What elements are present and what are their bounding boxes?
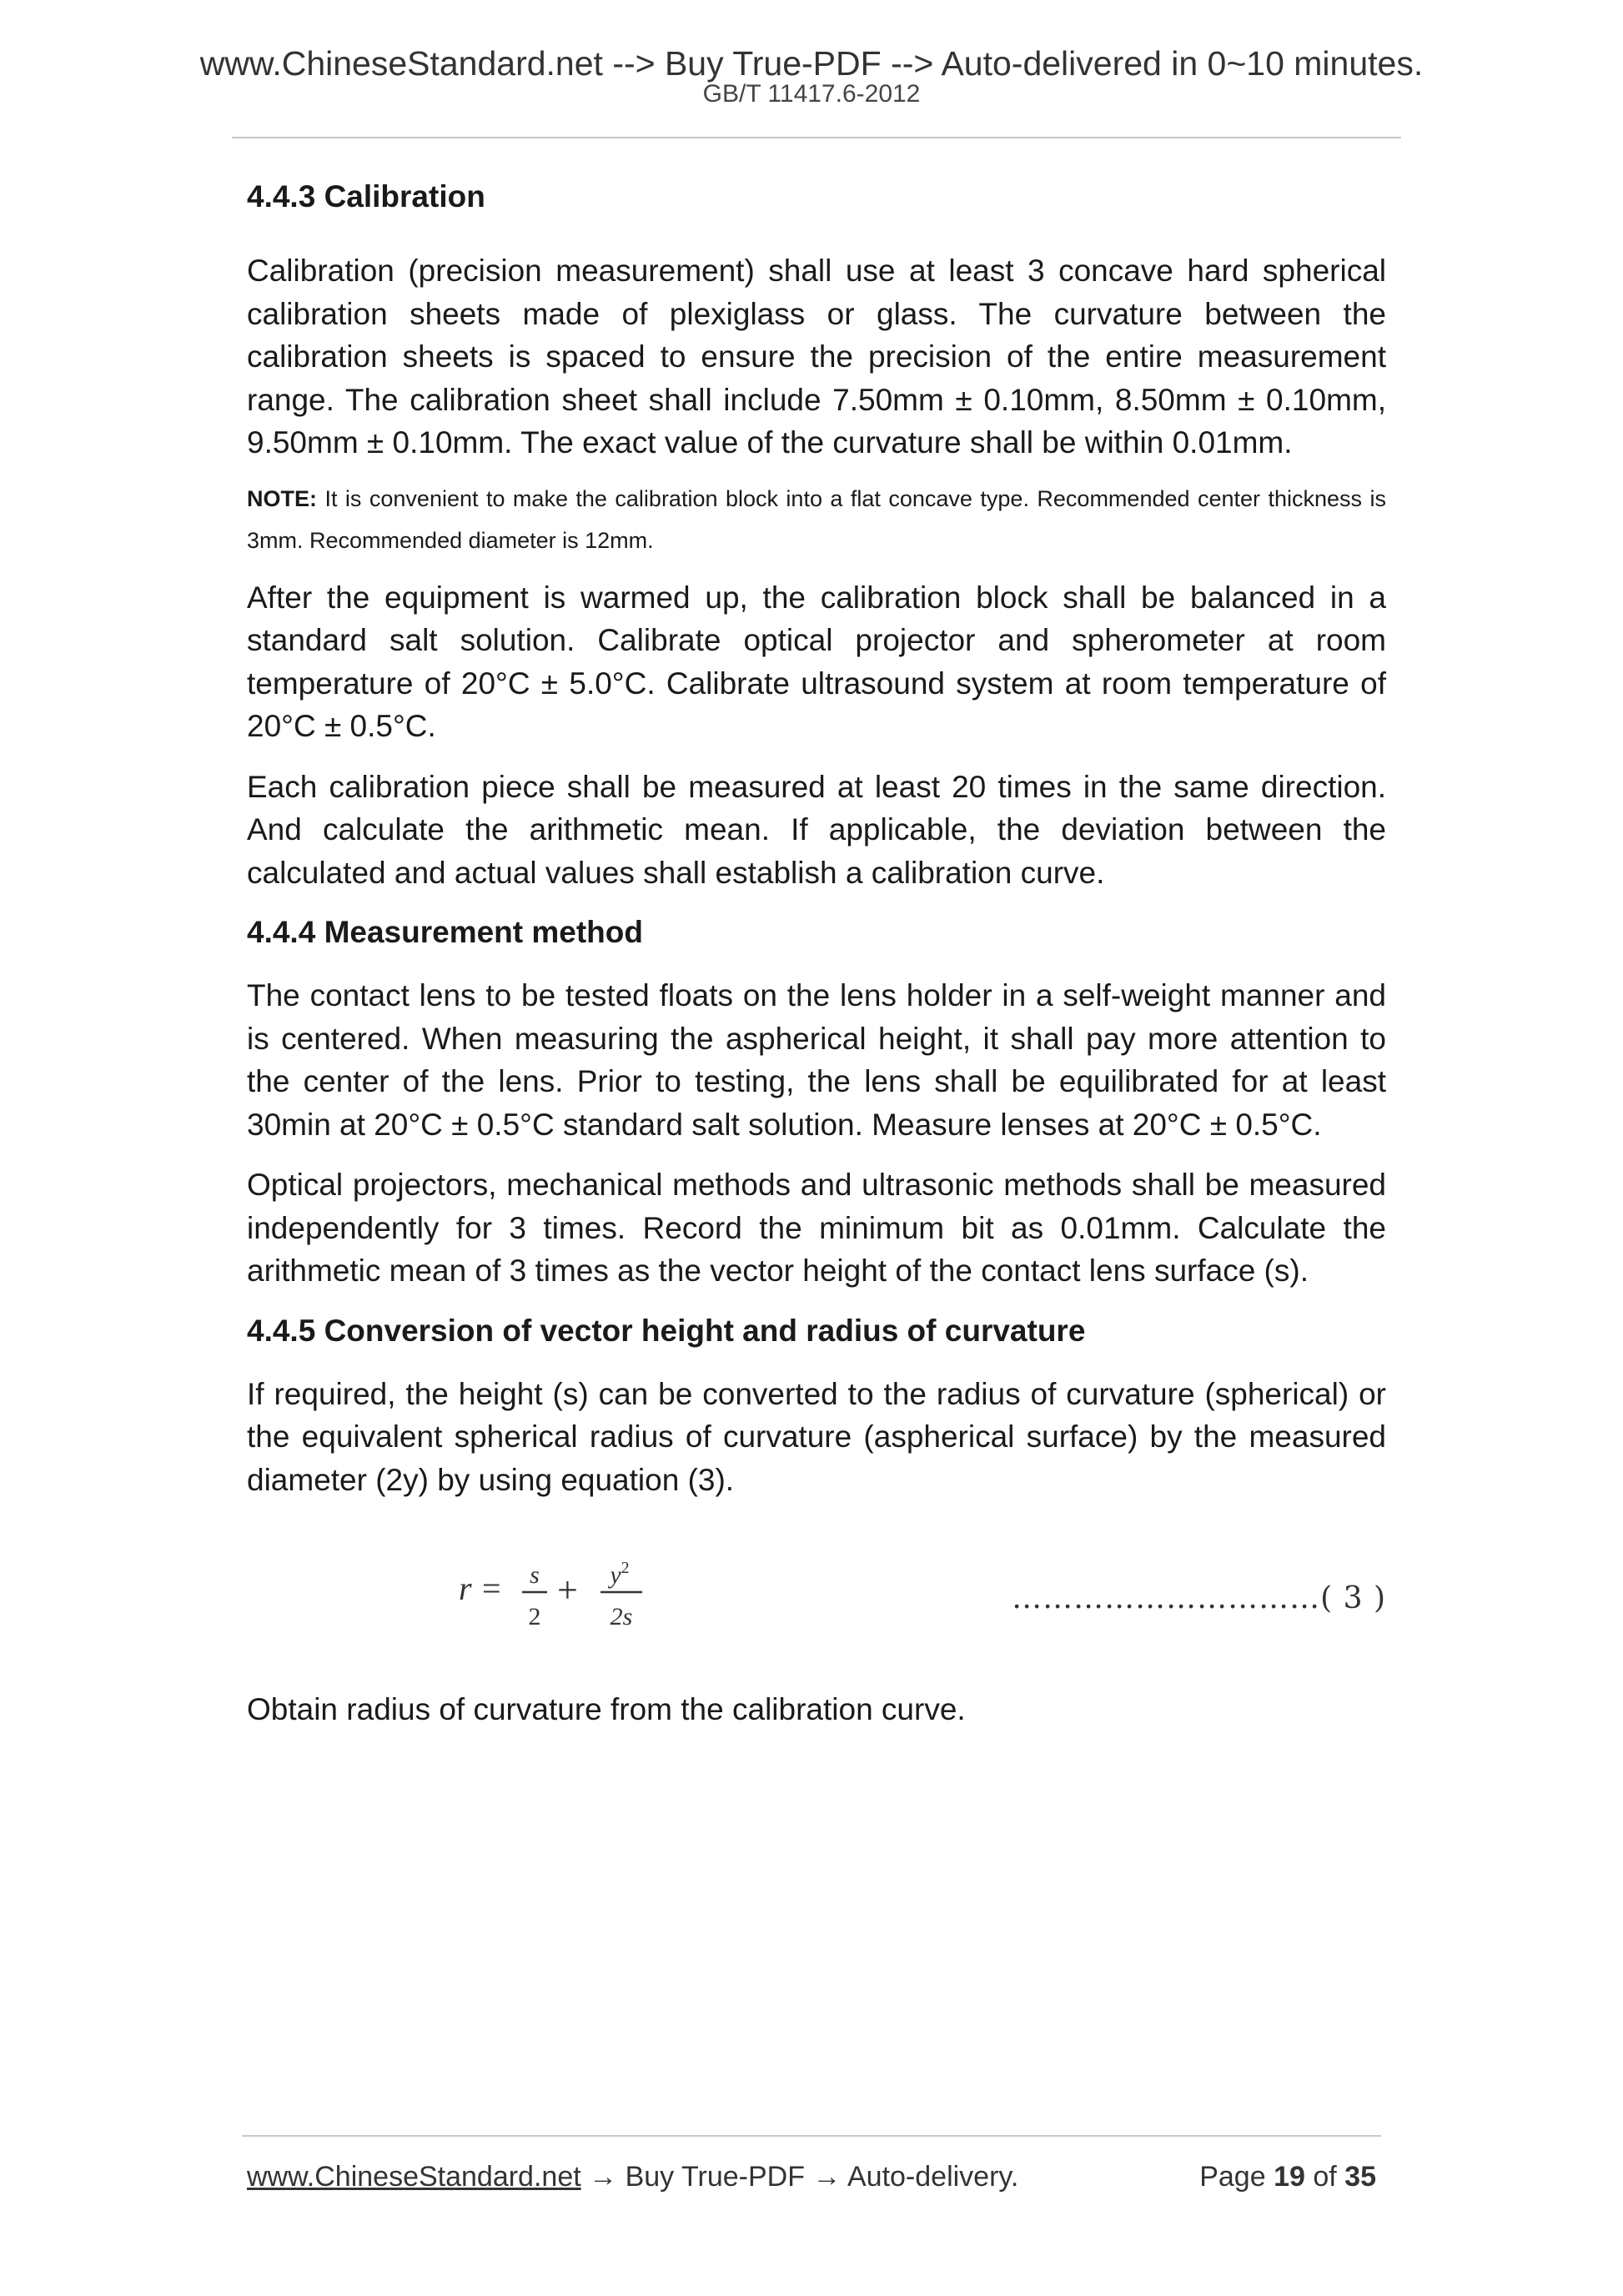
header-banner: www.ChineseStandard.net --> Buy True-PDF --> Auto-delivered in 0~10 minutes.	[199, 44, 1424, 83]
eq-numerator-2-exp: 2	[621, 1559, 630, 1577]
heading-conversion: 4.4.5 Conversion of vector height and radius of curvature	[247, 1313, 1086, 1348]
page-label: Page	[1199, 2161, 1266, 2193]
heading-measurement-method: 4.4.4 Measurement method	[247, 915, 643, 949]
footer-text: → Buy True-PDF → Auto-delivery.	[580, 2161, 1019, 2193]
footer-divider	[242, 2135, 1381, 2137]
eq-number: ( 3 )	[1320, 1581, 1386, 1615]
paragraph-conversion-2: Obtain radius of curvature from the calibration curve.	[247, 1692, 966, 1726]
eq-lhs: r	[459, 1570, 472, 1607]
eq-dots: …………………………	[1012, 1581, 1321, 1615]
footer-promo	[247, 2160, 1018, 2193]
paragraph-calibration-1: Calibration (precision measurement) shall use at least 3 concave hard spherical calibration sheets made of plexiglass or glass. The curvature between the calibration sheets is spaced to ensure the precision of the entire measurement range. The calibration sheet shall include 7.50mm ± 0.10mm, 8.50mm ± 0.10mm, 9.50mm ± 0.10mm. The exact value of the curvature shall be within 0.01mm.	[247, 254, 1386, 460]
note-calibration-block	[247, 478, 1386, 561]
header-divider	[232, 137, 1401, 138]
eq-numerator-2-base: y	[610, 1561, 621, 1589]
footer-link[interactable]: www.ChineseStandard.net	[247, 2161, 581, 2193]
of-label: of	[1313, 2161, 1337, 2193]
heading-calibration: 4.4.3 Calibration	[247, 179, 485, 214]
eq-numerator-1: s	[530, 1561, 540, 1589]
equation-3	[247, 1550, 1386, 1658]
eq-denominator-2: 2s	[610, 1603, 633, 1630]
eq-equals: =	[482, 1570, 501, 1607]
eq-denominator-1: 2	[528, 1603, 541, 1630]
note-label: NOTE:	[247, 485, 317, 511]
paragraph-calibration-2: After the equipment is warmed up, the calibration block shall be balanced in a standard salt solution. Calibrate optical projector and spherometer at room temperature of 20°C ± 5.0°C. Calibrate ultrasound system at room temperature of 20°C ± 0.5°C.	[247, 580, 1386, 743]
paragraph-method-2: Optical projectors, mechanical methods and ultrasonic methods shall be measured independently for 3 times. Record the minimum bit as 0.01mm. Calculate the arithmetic mean of 3 times as the vector height of the contact lens surface (s).	[247, 1168, 1386, 1288]
page-number: 19	[1274, 2161, 1305, 2193]
paragraph-calibration-3: Each calibration piece shall be measured at least 20 times in the same direction. And calculate the arithmetic mean. If applicable, the deviation between the calculated and actual values shall establish a calibration curve.	[247, 769, 1386, 890]
eq-plus: +	[557, 1570, 578, 1610]
page-total: 35	[1344, 2161, 1376, 2193]
equation-formula	[457, 1550, 707, 1650]
paragraph-conversion-1: If required, the height (s) can be converted to the radius of curvature (spherical) or the equivalent spherical radius of curvature (aspherical surface) by the measured diameter (2y) by using equation (3).	[247, 1376, 1386, 1497]
paragraph-method-1: The contact lens to be tested floats on the lens holder in a self-weight manner and is centered. When measuring the aspherical height, it shall pay more attention to the center of the lens. Prior to testing, the lens shall be equilibrated for at least 30min at 20°C ± 0.5°C standard salt solution. Measure lenses at 20°C ± 0.5°C.	[247, 978, 1386, 1142]
page-indicator	[1199, 2160, 1376, 2193]
document-id: GB/T 11417.6-2012	[702, 80, 921, 108]
eq-numerator-2	[607, 1559, 629, 1589]
equation-leader	[1012, 1581, 1386, 1615]
note-text: It is convenient to make the calibration block into a flat concave type. Recommended center thickness is 3mm. Recommended diameter is 12mm.	[247, 485, 1386, 553]
page-content	[247, 168, 1386, 1731]
